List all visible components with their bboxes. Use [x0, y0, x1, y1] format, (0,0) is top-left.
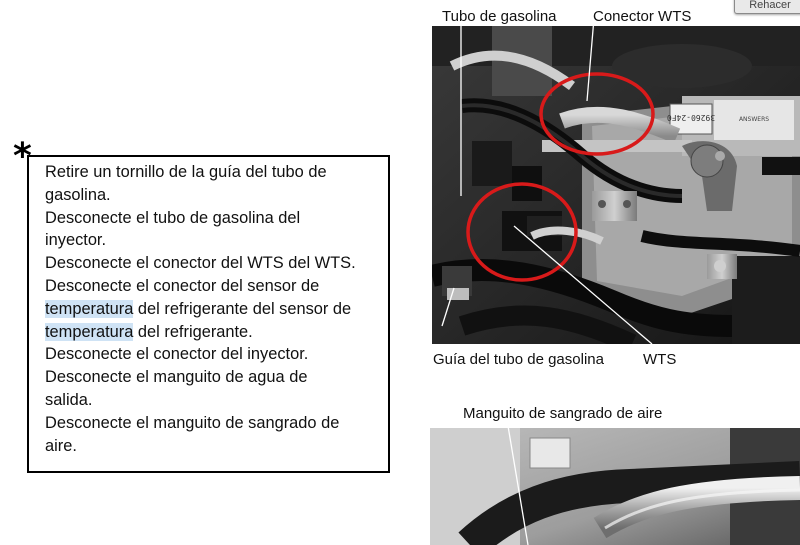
engine-photo-1: [432, 26, 800, 344]
note-line: [45, 298, 390, 321]
note-line: Desconecte el tubo de gasolina del: [45, 208, 301, 227]
note-line: gasolina.: [45, 185, 111, 204]
label-fuel-tube-guide: Guía del tubo de gasolina: [433, 351, 604, 368]
redo-button[interactable]: Rehacer: [734, 0, 800, 14]
hose-illustration: [430, 428, 800, 545]
sticker-text: ANSWERS: [738, 116, 770, 123]
note-line: Desconecte el manguito de agua de: [45, 368, 308, 387]
note-line-rest: del refrigerante.: [133, 322, 253, 341]
label-wts: WTS: [643, 351, 677, 368]
stamp-text: 39260-24F0: [666, 113, 716, 122]
note-line: Desconecte el conector del WTS del WTS.: [45, 254, 356, 273]
label-wts-connector: Conector WTS: [593, 8, 692, 25]
note-line: Desconecte el manguito de sangrado de: [45, 413, 340, 432]
note-line: Desconecte el conector del sensor de: [45, 276, 320, 295]
note-line: aire.: [45, 436, 77, 455]
note-line: [45, 321, 390, 344]
note-text: [45, 161, 390, 457]
engine-photo-2: [430, 428, 800, 545]
engine-illustration: [432, 26, 800, 344]
highlighted-word: temperatura: [45, 322, 134, 341]
note-line: inyector.: [45, 231, 107, 250]
note-line: Desconecte el conector del inyector.: [45, 345, 309, 364]
note-line: Retire un tornillo de la guía del tubo de: [45, 163, 327, 181]
note-line: salida.: [45, 390, 93, 409]
label-fuel-tube: Tubo de gasolina: [442, 8, 557, 25]
label-air-bleed-hose: Manguito de sangrado de aire: [463, 405, 663, 422]
highlighted-word: temperatura: [45, 299, 134, 318]
note-line-rest: del refrigerante del sensor de: [133, 299, 352, 318]
note-asterisk: *: [13, 136, 32, 177]
